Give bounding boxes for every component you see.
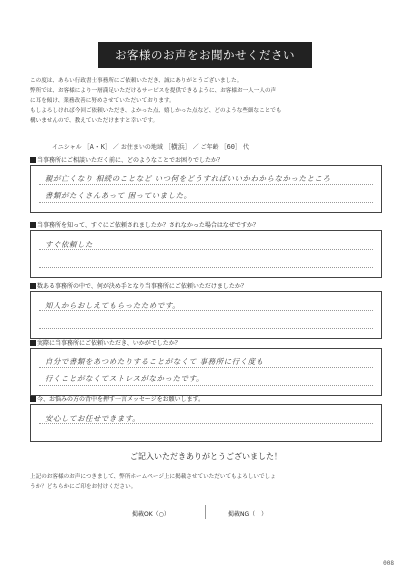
footer-line: うか？どちらかにご印をお付けください。 — [30, 484, 137, 490]
publish-ng-option[interactable]: 掲載NG（ ） — [228, 511, 268, 518]
question-title: 今、お悩みの方の背中を押す一言メッセージをお願いします。 — [37, 396, 205, 403]
handwritten-answer: 安心してお任せできます。 — [45, 414, 141, 423]
ok-circle-mark: ○ — [158, 511, 164, 518]
rule-line — [39, 328, 373, 329]
question-title: 当事務所を知って、すぐにご依頼されましたか？されなかった場合はなぜですか？ — [37, 222, 259, 229]
handwritten-answer: 親が亡くなり 相続のことなど いつ何をどうすればいいかわからなかったところ — [45, 174, 331, 183]
square-bullet-icon — [30, 396, 36, 402]
region-label: お住まいの地域 — [120, 144, 163, 151]
question-title: 当事務所にご相談いただく前に、どのようなことでお困りでしたか？ — [37, 157, 224, 164]
question-3 — [30, 282, 382, 339]
age-value: 60 — [226, 143, 236, 151]
intro-line: に耳を傾け、業務改善に努めさせていただいております。 — [30, 98, 175, 104]
footer-line: 上記のお客様のお声につきまして、弊所ホームページ上に掲載させていただいてもよろしいでしょ — [30, 474, 276, 480]
answer-box — [30, 291, 382, 339]
question-2 — [30, 221, 382, 278]
square-bullet-icon — [30, 340, 36, 346]
age-label: ご年齢 — [200, 144, 219, 151]
page-title: お客様のお声をお聞かせください — [98, 42, 312, 68]
publication-consent-text — [30, 472, 382, 492]
square-bullet-icon — [30, 157, 36, 163]
age-suffix: 代 — [242, 144, 249, 151]
rule-line — [39, 385, 373, 386]
initial-label: イニシャル — [52, 144, 82, 151]
question-4 — [30, 339, 382, 396]
thank-you-message: ご記入いただきありがとうございました！ — [130, 452, 282, 461]
answer-box — [30, 230, 382, 278]
option-divider — [205, 505, 206, 519]
question-title: 実際に当事務所にご依頼いただき、いかがでしたか？ — [37, 340, 181, 347]
respondent-info: イニシャル ［A・K］ ／ お住まいの地域 ［横浜］ ／ ご年齢 ［60］ 代 — [52, 143, 249, 151]
handwritten-answer: 知人からおしえてもらったためです。 — [45, 301, 181, 310]
question-title: 数ある事務所の中で、何が決め手となり当事務所にご依頼いただけましたか？ — [37, 283, 247, 290]
handwritten-answer: 行くことがなくてストレスがなかったです。 — [45, 374, 205, 383]
answer-box — [30, 165, 382, 213]
intro-line: 弊所では、お客様により一層満足いただけるサービスを提供できるように、お客様お一人一人の声 — [30, 88, 277, 94]
square-bullet-icon — [30, 222, 36, 228]
rule-line — [39, 367, 373, 368]
page-number: 008 — [383, 560, 394, 567]
square-bullet-icon — [30, 283, 36, 289]
publish-ok-option[interactable]: 掲載OK（○） — [132, 511, 170, 518]
region-value: 横浜 — [170, 143, 185, 151]
question-5 — [30, 395, 382, 442]
handwritten-answer: すぐ依頼した — [45, 240, 93, 249]
rule-line — [39, 267, 373, 268]
answer-box — [30, 348, 382, 396]
rule-line — [39, 202, 373, 203]
intro-line: もしよろしければ今回ご依頼いただき、よかった点、嬉しかった点など、どのような些細なことでも — [30, 108, 282, 114]
answer-box — [30, 404, 382, 442]
handwritten-answer: 自分で書類をあつめたりすることがなくて 事務所に行く度も — [45, 357, 264, 366]
question-1 — [30, 156, 382, 213]
intro-text — [30, 76, 390, 126]
rule-line — [39, 184, 373, 185]
intro-line: 構いませんので、教えていただけますと幸いです。 — [30, 118, 159, 124]
intro-line: この度は、あらい行政書士事務所にご依頼いただき、誠にありがとうございました。 — [30, 78, 243, 84]
initial-value: A・K — [89, 143, 106, 151]
handwritten-answer: 書類がたくさんあって 困っていました。 — [45, 191, 192, 200]
